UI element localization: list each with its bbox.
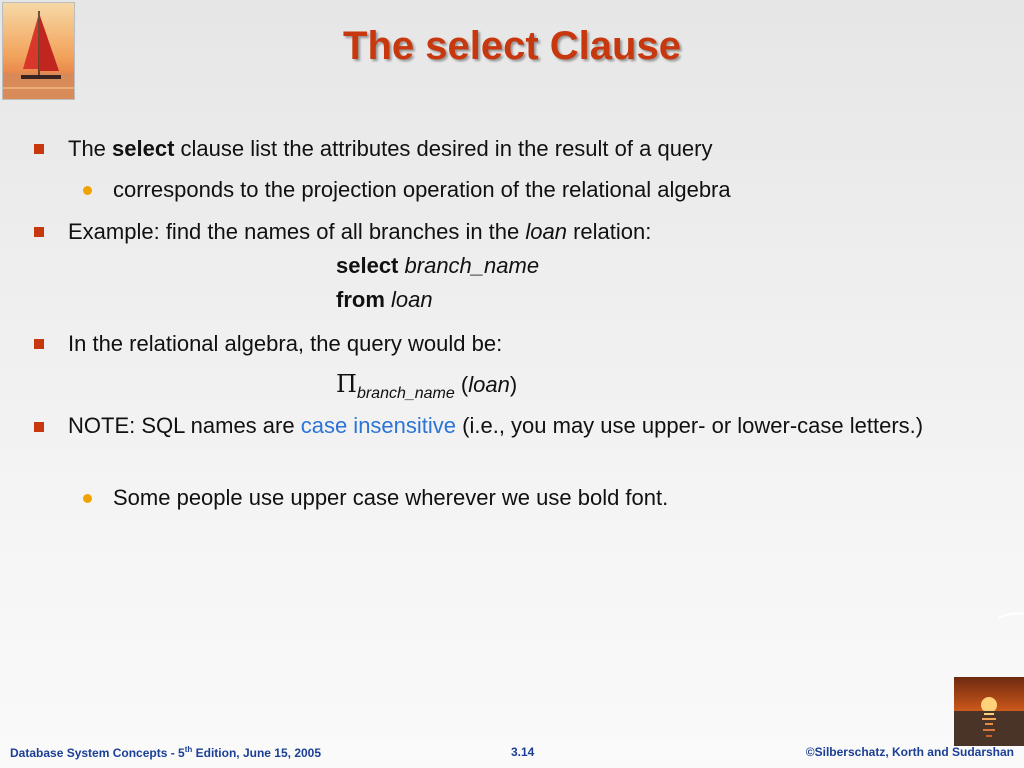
- round-bullet-icon: [83, 494, 92, 503]
- bullet-note: [68, 411, 998, 441]
- bullet-text: Example: find the names of all branches in the: [68, 219, 526, 244]
- keyword-select: select: [112, 136, 175, 161]
- footer-superscript: th: [184, 745, 193, 754]
- square-bullet-icon: [34, 227, 44, 237]
- decorative-streak-icon: [998, 606, 1024, 614]
- slide-footer: [0, 745, 1024, 763]
- attribute-name: branch_name: [404, 253, 540, 278]
- subbullet-upper-case: Some people use upper case wherever we use bold font.: [113, 485, 669, 510]
- bullet-text: clause list the attributes desired in the result of a query: [174, 136, 713, 161]
- bullet-text: The: [68, 136, 113, 161]
- footer-text: Edition, June 15, 2005: [192, 746, 322, 760]
- footer-text: Database System Concepts - 5: [10, 746, 185, 760]
- bullet-text: NOTE: SQL names are: [68, 413, 301, 438]
- footer-book-title: [10, 745, 321, 760]
- open-paren: (: [460, 372, 469, 397]
- keyword-from: from: [336, 287, 385, 312]
- close-paren: ): [509, 372, 518, 397]
- highlight-case-insensitive: case insensitive: [300, 413, 457, 438]
- pi-symbol: Π: [336, 370, 357, 398]
- keyword-select: select: [336, 253, 399, 278]
- square-bullet-icon: [34, 339, 44, 349]
- bullet-example: [68, 217, 651, 247]
- subbullet-projection: corresponds to the projection operation of the relational algebra: [113, 177, 731, 202]
- sunset-image-icon: [954, 677, 1024, 746]
- square-bullet-icon: [34, 144, 44, 154]
- projection-expression: [336, 370, 518, 402]
- bullet-relational-algebra: In the relational algebra, the query would be:: [68, 331, 503, 356]
- relation-name: loan: [525, 219, 567, 244]
- bullet-text: (i.e., you may use upper- or lower-case letters.): [456, 413, 924, 438]
- round-bullet-icon: [83, 186, 92, 195]
- projection-subscript: branch_name: [356, 385, 455, 402]
- projection-argument: loan: [468, 372, 510, 397]
- bullet-text: relation:: [566, 219, 652, 244]
- page-number: 3.14: [511, 745, 535, 759]
- page-title: The select Clause: [343, 24, 681, 68]
- square-bullet-icon: [34, 422, 44, 432]
- relation-name: loan: [391, 287, 433, 312]
- footer-copyright: ©Silberschatz, Korth and Sudarshan: [805, 745, 1014, 759]
- query-line-select: [336, 251, 539, 281]
- bullet-select-clause: [68, 134, 713, 164]
- query-line-from: [336, 285, 433, 315]
